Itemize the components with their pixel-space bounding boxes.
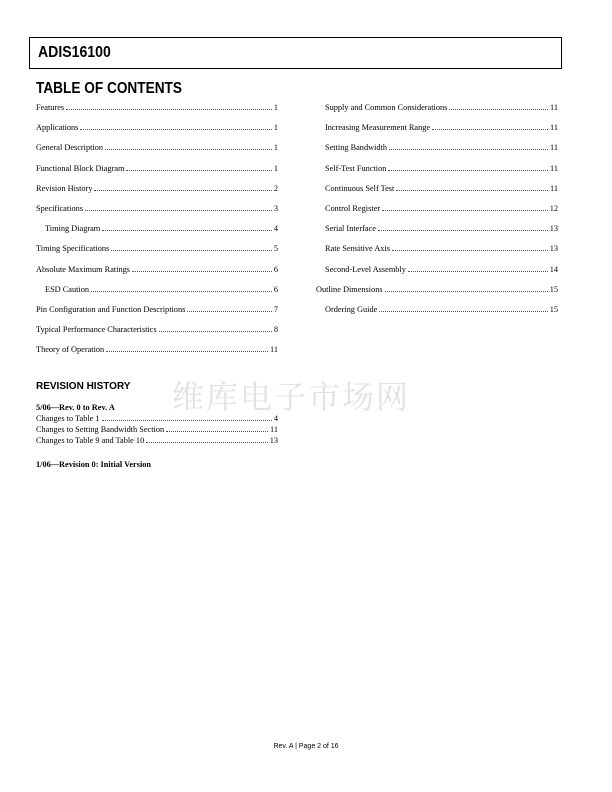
toc-entry-label: Continuous Self Test: [325, 183, 395, 193]
toc-entry-label: Timing Specifications: [36, 244, 110, 254]
toc-entry-label: Rate Sensitive Axis: [325, 244, 390, 254]
toc-leader-dots: [102, 223, 272, 231]
toc-entry[interactable]: [36, 324, 278, 344]
toc-entry[interactable]: [316, 264, 558, 284]
toc-leader-dots: [91, 284, 272, 292]
toc-entry[interactable]: [36, 413, 278, 424]
toc-leader-dots: [385, 284, 548, 292]
toc-entry[interactable]: [36, 264, 278, 284]
toc-entry-label: Pin Configuration and Function Descriptions: [36, 304, 186, 314]
toc-entry-page: 11: [270, 425, 278, 434]
toc-entry[interactable]: [316, 183, 558, 203]
toc-entry-page: 4: [273, 414, 278, 423]
toc-entry-label: Absolute Maximum Ratings: [36, 264, 131, 274]
toc-entry[interactable]: [316, 142, 558, 162]
toc-leader-dots: [392, 243, 548, 251]
toc-entry[interactable]: [36, 284, 278, 304]
toc-entry-page: 11: [550, 143, 558, 153]
toc-entry-page: 7: [273, 304, 278, 314]
toc-entry-page: 1: [273, 143, 278, 153]
toc-leader-dots: [166, 424, 268, 432]
toc-entry[interactable]: [36, 223, 278, 243]
toc-leader-dots: [432, 122, 548, 130]
page-footer: Rev. A | Page 2 of 16: [273, 743, 339, 750]
toc-entry-label: Increasing Measurement Range: [325, 123, 431, 133]
revision-0-heading: 1/06—Revision 0: Initial Version: [36, 460, 152, 469]
toc-entry[interactable]: [36, 435, 278, 446]
toc-leader-dots: [389, 142, 548, 150]
toc-entry-page: 1: [273, 103, 278, 112]
toc-entry[interactable]: [36, 163, 278, 183]
toc-leader-dots: [85, 203, 272, 211]
toc-entry-page: 11: [550, 163, 558, 173]
toc-entry[interactable]: [316, 122, 558, 142]
toc-leader-dots: [106, 344, 268, 352]
toc-entry[interactable]: [36, 344, 278, 364]
toc-entry-page: 13: [269, 436, 278, 445]
toc-leader-dots: [378, 223, 548, 231]
toc-leader-dots: [111, 243, 272, 251]
toc-entry-label: Setting Bandwidth: [325, 143, 387, 153]
revision-a-heading: 5/06—Rev. 0 to Rev. A: [36, 403, 115, 412]
toc-leader-dots: [408, 264, 548, 272]
toc-entry-label: ESD Caution: [45, 284, 90, 294]
toc-entry[interactable]: [316, 243, 558, 263]
toc-entry-page: 11: [550, 103, 558, 112]
toc-entry-page: 2: [273, 183, 278, 193]
toc-leader-dots: [80, 122, 271, 130]
toc-entry-label: Theory of Operation: [36, 345, 105, 355]
toc-entry[interactable]: [36, 122, 278, 142]
toc-leader-dots: [105, 142, 272, 150]
toc-entry-page: 3: [273, 203, 278, 213]
toc-leader-dots: [66, 102, 272, 110]
toc-entry-page: 4: [273, 224, 278, 234]
toc-entry[interactable]: [36, 304, 278, 324]
toc-leader-dots: [132, 264, 272, 272]
toc-entry-label: General Description: [36, 143, 104, 153]
toc-entry-label: Outline Dimensions: [316, 284, 383, 294]
toc-entry[interactable]: [316, 223, 558, 243]
toc-entry-page: 1: [273, 163, 278, 173]
toc-entry[interactable]: [36, 424, 278, 435]
toc-entry-page: 5: [273, 244, 278, 254]
toc-entry-page: 13: [549, 244, 558, 254]
toc-entry-label: Timing Diagram: [45, 224, 101, 234]
toc-entry-label: Serial Interface: [325, 224, 376, 234]
toc-entry-label: Applications: [36, 123, 79, 133]
toc-entry[interactable]: [36, 243, 278, 263]
toc-entry-label: Second-Level Assembly: [325, 264, 406, 274]
toc-entry-page: 13: [549, 224, 558, 234]
revision-a-block: [36, 402, 278, 446]
revision-a-changes: [36, 413, 278, 446]
toc-entry-label: Self-Test Function: [325, 163, 387, 173]
toc-entry[interactable]: [316, 304, 558, 324]
toc-entry-label: Changes to Table 1: [36, 414, 100, 423]
toc-entry-page: 8: [273, 325, 278, 335]
watermark: 维库电子市场网: [172, 378, 411, 416]
toc-entry[interactable]: [36, 142, 278, 162]
toc-entry-page: 15: [549, 284, 558, 294]
toc-leader-dots: [379, 304, 547, 312]
toc-entry-page: 6: [273, 284, 278, 294]
toc-entry-page: 11: [550, 183, 558, 193]
toc-entry-label: Ordering Guide: [325, 304, 378, 314]
toc-leader-dots: [126, 163, 271, 171]
toc-entry[interactable]: [316, 163, 558, 183]
toc-entry[interactable]: [36, 203, 278, 223]
toc-heading: TABLE OF CONTENTS: [36, 80, 182, 97]
toc-entry-label: Control Register: [325, 203, 381, 213]
toc-entry[interactable]: [36, 183, 278, 203]
toc-entry-label: Supply and Common Considerations: [325, 103, 448, 112]
toc-entry-label: Typical Performance Characteristics: [36, 325, 157, 335]
toc-leader-dots: [449, 102, 548, 110]
toc-entry[interactable]: [316, 102, 558, 122]
toc-leader-dots: [146, 435, 267, 443]
document-title: ADIS16100: [38, 44, 111, 61]
toc-entry-label: Revision History: [36, 183, 93, 193]
toc-leader-dots: [396, 183, 548, 191]
header-box: [29, 37, 562, 69]
toc-entry-label: Features: [36, 103, 65, 112]
toc-leader-dots: [388, 163, 548, 171]
toc-leader-dots: [102, 413, 272, 421]
toc-entry-page: 11: [550, 123, 558, 133]
toc-entry-page: 15: [549, 304, 558, 314]
toc-entry[interactable]: [316, 284, 558, 304]
toc-entry-label: Specifications: [36, 203, 84, 213]
toc-entry-label: Changes to Table 9 and Table 10: [36, 436, 145, 445]
toc-entry-page: 6: [273, 264, 278, 274]
toc-entry-page: 12: [549, 203, 558, 213]
toc-entry-page: 11: [270, 345, 278, 355]
toc-entry[interactable]: [316, 203, 558, 223]
revision-history-heading: REVISION HISTORY: [36, 381, 131, 392]
toc-left-column: [36, 102, 278, 364]
toc-entry-label: Functional Block Diagram: [36, 163, 125, 173]
toc-entry-page: 1: [273, 123, 278, 133]
toc-entry-page: 14: [549, 264, 558, 274]
toc-leader-dots: [94, 183, 271, 191]
revision-0-block: [36, 459, 278, 470]
toc-entry[interactable]: [36, 102, 278, 122]
toc-right-column: [316, 102, 558, 324]
toc-leader-dots: [159, 324, 272, 332]
toc-entry-label: Changes to Setting Bandwidth Section: [36, 425, 165, 434]
toc-leader-dots: [187, 304, 272, 312]
toc-leader-dots: [382, 203, 548, 211]
